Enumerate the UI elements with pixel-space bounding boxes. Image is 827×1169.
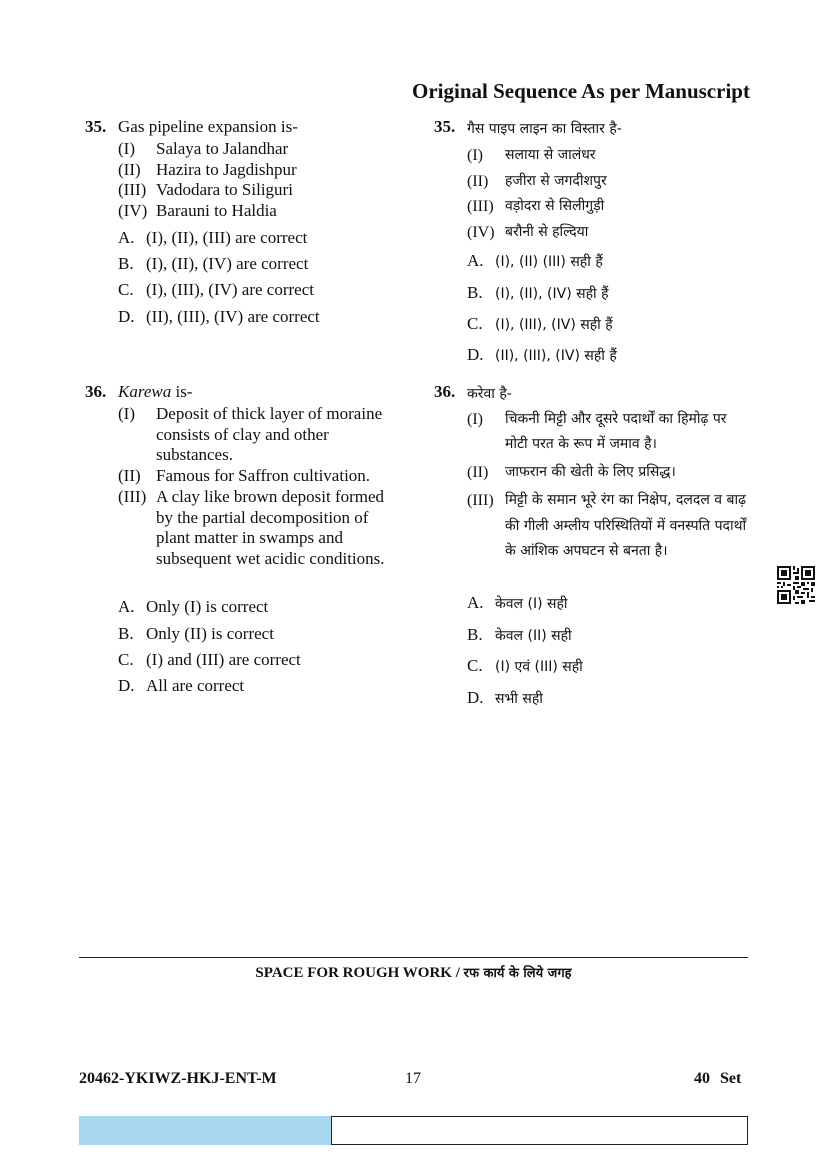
option-c[interactable] [118, 650, 301, 670]
option-letter: C. [118, 280, 134, 299]
option-text: (II), (III), (IV) are correct [146, 307, 320, 326]
question-stem-rest: is- [171, 382, 193, 401]
statement-item [467, 143, 757, 169]
set-label: 40 Set [694, 1070, 742, 1087]
option-text: (I) एवं (III) सही [495, 659, 583, 675]
statement-item [118, 160, 408, 181]
question-number: 35. [434, 117, 456, 136]
statement-numeral: (II) [118, 159, 141, 179]
rough-work-label-hi: रफ कार्य के लिये जगह [463, 966, 572, 981]
option-text: (I), (II) (III) सही हैं [495, 254, 603, 270]
statement-item [467, 460, 749, 485]
option-b[interactable] [118, 254, 308, 274]
statement-text: Vadodara to Siliguri [156, 180, 293, 200]
option-letter: B. [118, 624, 134, 643]
statement-item [118, 466, 403, 487]
option-text: केवल (II) सही [495, 628, 572, 644]
statement-numeral: (IV) [118, 201, 148, 221]
option-b[interactable] [118, 624, 274, 644]
option-text: Only (I) is correct [146, 597, 269, 616]
option-text: (I), (II), (III) are correct [146, 228, 308, 247]
question-number: 35. [85, 117, 107, 136]
statement-text: मिट्टी के समान भूरे रंग का निक्षेप, दलदल व बाढ़ की गीली अम्लीय परिस्थितियों में वनस्पति पदार्थों के आंशिक अपघटन से बनता है। [505, 492, 747, 559]
option-b[interactable] [467, 283, 609, 303]
statement-numeral: (I) [118, 404, 135, 423]
statement-numeral: (III) [118, 486, 147, 506]
statement-item [118, 487, 403, 570]
option-text: सभी सही [495, 691, 543, 707]
statement-item [467, 220, 757, 246]
option-text: (I), (III), (IV) are correct [146, 280, 314, 299]
option-c[interactable] [467, 656, 583, 676]
option-letter: D. [467, 345, 484, 364]
statement-list [467, 407, 749, 565]
option-text: केवल (I) सही [495, 596, 568, 612]
statement-text: हजीरा से जगदीशपुर [505, 172, 607, 189]
option-d[interactable] [467, 688, 543, 708]
question-stem-term: Karewa [118, 382, 172, 401]
option-a[interactable] [467, 593, 568, 613]
statement-numeral: (II) [467, 464, 489, 481]
option-letter: A. [118, 597, 135, 616]
option-d[interactable] [118, 307, 320, 327]
question-stem [118, 382, 192, 402]
statement-text: Deposit of thick layer of moraine consists of clay and other substances. [156, 404, 383, 465]
page-header-title: Original Sequence As per Manuscript [412, 79, 750, 103]
option-letter: B. [467, 283, 483, 302]
statement-list [118, 139, 408, 222]
footer-color-bar [79, 1116, 331, 1145]
option-text: (II), (III), (IV) सही हैं [495, 348, 617, 364]
option-d[interactable] [467, 345, 617, 365]
option-letter: A. [467, 251, 484, 270]
option-letter: C. [118, 650, 134, 669]
option-letter: A. [118, 228, 135, 247]
statement-text: सलाया से जालंधर [505, 147, 596, 163]
option-letter: A. [467, 593, 484, 612]
question-number: 36. [85, 382, 107, 401]
statement-numeral: (II) [118, 466, 141, 486]
option-letter: B. [467, 625, 483, 644]
option-letter: D. [118, 676, 135, 695]
statement-item [467, 194, 757, 220]
statement-text: Hazira to Jagdishpur [156, 159, 297, 179]
option-c[interactable] [467, 314, 613, 334]
option-text: (I), (III), (IV) सही हैं [495, 317, 613, 333]
footer-blank-box [331, 1116, 748, 1145]
paper-code: 20462-YKIWZ-HKJ-ENT-M [79, 1070, 277, 1087]
statement-item [467, 488, 749, 565]
option-text: (I), (II), (IV) are correct [146, 254, 309, 273]
rough-work-label [0, 963, 827, 982]
statement-item [118, 180, 408, 201]
statement-text: बरौनी से हल्दिया [505, 223, 589, 240]
option-letter: C. [467, 314, 483, 333]
option-letter: D. [467, 688, 484, 707]
statement-text: Salaya to Jalandhar [156, 139, 289, 158]
statement-text: Barauni to Haldia [156, 201, 277, 221]
statement-item [118, 139, 408, 160]
option-text: Only (II) is correct [146, 624, 274, 643]
option-letter: C. [467, 656, 483, 675]
statement-item [467, 169, 757, 195]
statement-numeral: (I) [118, 139, 135, 158]
option-b[interactable] [467, 625, 572, 645]
statement-list [467, 143, 757, 245]
qr-code-icon [777, 566, 815, 604]
statement-numeral: (III) [467, 198, 494, 215]
statement-numeral: (III) [118, 180, 147, 200]
statement-numeral: (I) [467, 147, 483, 164]
statement-item [118, 201, 408, 222]
statement-numeral: (I) [467, 411, 483, 428]
page-number: 17 [405, 1070, 421, 1087]
statement-text: A clay like brown deposit formed by the partial decomposition of plant matter in swamps and subsequent wet acidic conditions. [156, 486, 385, 568]
statement-text: वड़ोदरा से सिलीगुड़ी [505, 198, 605, 214]
statement-numeral: (III) [467, 492, 494, 509]
question-stem: करेवा है- [467, 386, 512, 402]
statement-text: Famous for Saffron cultivation. [156, 466, 371, 486]
statement-text: जाफरान की खेती के लिए प्रसिद्ध। [505, 464, 676, 480]
option-a[interactable] [118, 228, 307, 248]
option-c[interactable] [118, 280, 314, 300]
option-a[interactable] [118, 597, 268, 617]
statement-item [467, 407, 749, 457]
option-letter: D. [118, 307, 135, 326]
option-text: (I) and (III) are correct [146, 650, 301, 669]
option-letter: B. [118, 254, 134, 273]
statement-numeral: (II) [467, 172, 489, 190]
statement-item [118, 404, 403, 466]
option-text: All are correct [146, 676, 245, 695]
statement-text: चिकनी मिट्टी और दूसरे पदार्थों का हिमोढ़ पर मोटी परत के रूप में जमाव है। [505, 411, 727, 452]
rough-work-label-en: SPACE FOR ROUGH WORK / [255, 965, 464, 981]
question-number: 36. [434, 382, 456, 401]
option-text: (I), (II), (IV) सही हैं [495, 286, 609, 302]
question-stem: Gas pipeline expansion is- [118, 117, 298, 136]
option-d[interactable] [118, 676, 244, 696]
statement-numeral: (IV) [467, 223, 495, 241]
statement-list [118, 404, 403, 570]
option-a[interactable] [467, 251, 603, 271]
rough-work-divider [79, 957, 748, 958]
question-stem: गैस पाइप लाइन का विस्तार है- [467, 121, 622, 137]
